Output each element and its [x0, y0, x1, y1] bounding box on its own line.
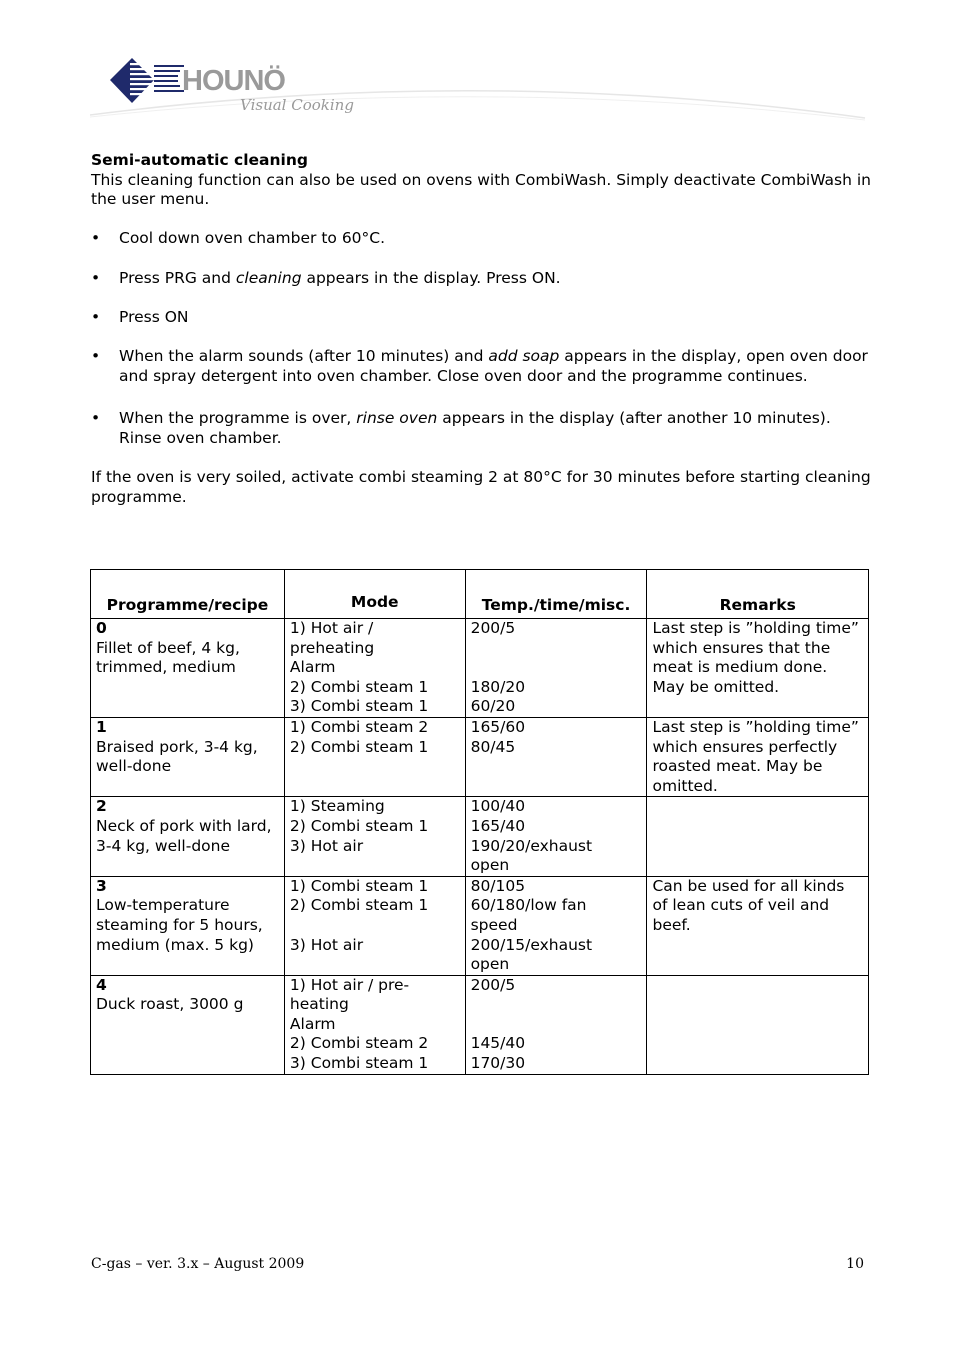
mode-line: 2) Combi steam 1	[289, 816, 429, 835]
recipe-cell	[91, 975, 285, 1074]
recipe-name: Fillet of beef, 4 kg, trimmed, medium	[96, 638, 240, 677]
mode-line: Alarm	[289, 658, 336, 677]
programme-number: 3	[96, 876, 107, 895]
temp-line: 180/20	[470, 677, 526, 696]
temp-line: 80/45	[470, 737, 516, 756]
mode-cell	[284, 619, 465, 718]
table-row	[91, 975, 869, 1074]
programme-number: 1	[96, 717, 107, 736]
mode-line: 1) Combi steam 1	[289, 876, 429, 895]
header-remarks: Remarks	[647, 570, 869, 619]
logo-brand: HOUNÖ	[182, 65, 285, 97]
diamond-icon	[110, 58, 184, 103]
temp-line	[471, 1015, 642, 1035]
temp-line: 165/60	[470, 717, 526, 736]
logo-graphic	[90, 55, 870, 125]
mode-line: 1) Hot air /	[289, 619, 374, 637]
temp-line: speed	[470, 915, 518, 934]
temp-line: 165/40	[470, 816, 526, 835]
mode-cell	[284, 975, 465, 1074]
hounoe-logo	[90, 55, 870, 125]
temp-cell	[465, 797, 647, 876]
recipe-cell	[91, 876, 285, 975]
mode-line: 2) Combi steam 1	[289, 677, 429, 696]
header-programme: Programme/recipe	[91, 570, 285, 619]
mode-line	[290, 916, 460, 936]
mode-line: preheating	[289, 638, 375, 657]
mode-line: heating	[289, 995, 349, 1014]
table-row	[91, 619, 869, 718]
temp-line: 80/105	[470, 876, 526, 895]
temp-line: 100/40	[470, 797, 526, 816]
mode-line: 1) Hot air / pre-	[289, 975, 410, 994]
mode-line: 1) Steaming	[289, 797, 385, 816]
page-number: 10	[846, 1256, 864, 1272]
list-item: • Press PRG and cleaning appears in the display. Press ON.	[91, 269, 871, 289]
temp-line: 60/20	[470, 697, 516, 716]
temp-cell	[465, 717, 647, 796]
temp-line: 170/30	[470, 1054, 526, 1073]
programme-number: 0	[96, 619, 107, 637]
mode-cell	[284, 797, 465, 876]
mode-line: 3) Combi steam 1	[289, 1054, 429, 1073]
list-item: • Press ON	[91, 308, 871, 328]
table-header-row	[91, 570, 869, 619]
recipe-name: Braised pork, 3-4 kg, well-done	[96, 737, 258, 776]
mode-line: 3) Hot air	[289, 935, 364, 954]
recipe-cell	[91, 619, 285, 718]
temp-line: 145/40	[470, 1034, 526, 1053]
recipe-name: Neck of pork with lard, 3-4 kg, well-done	[96, 816, 272, 855]
footer-version: C-gas – ver. 3.x – August 2009	[91, 1256, 305, 1272]
temp-line	[471, 995, 642, 1015]
table-row	[91, 876, 869, 975]
soiled-note: If the oven is very soiled, activate combi steaming 2 at 80°C for 30 minutes before starting cleaning programme.	[91, 467, 871, 506]
logo-tagline: Visual Cooking	[240, 96, 354, 114]
temp-line: 200/5	[470, 619, 516, 637]
temp-cell	[465, 619, 647, 718]
list-item: • When the alarm sounds (after 10 minutes) and add soap appears in the display, open oven door and spray detergent into oven chamber. Close oven door and the programme continues.	[91, 347, 871, 386]
temp-cell	[465, 876, 647, 975]
recipe-cell	[91, 797, 285, 876]
mode-cell	[284, 717, 465, 796]
remarks-cell: Last step is ”holding time” which ensures that the meat is medium done. May be omitted.	[647, 619, 869, 718]
mode-line: 3) Combi steam 1	[289, 697, 429, 716]
recipe-name: Duck roast, 3000 g	[96, 995, 244, 1014]
remarks-cell	[647, 975, 869, 1074]
recipe-name: Low-temperature steaming for 5 hours, medium (max. 5 kg)	[96, 896, 263, 954]
temp-line: 60/180/low fan	[470, 896, 587, 915]
temp-line	[471, 639, 642, 659]
temp-cell	[465, 975, 647, 1074]
remarks-cell: Can be used for all kinds of lean cuts of veil and beef.	[647, 876, 869, 975]
programme-number: 2	[96, 797, 107, 816]
remarks-cell	[647, 797, 869, 876]
temp-line: open	[470, 856, 510, 875]
cleaning-section	[91, 151, 871, 507]
table-row	[91, 717, 869, 796]
programme-number: 4	[96, 975, 107, 994]
recipe-cell	[91, 717, 285, 796]
mode-line: 2) Combi steam 1	[289, 896, 429, 915]
header-mode: Mode	[284, 570, 465, 619]
temp-line	[471, 658, 642, 678]
list-item: • Cool down oven chamber to 60°C.	[91, 229, 871, 249]
mode-line: 1) Combi steam 2	[289, 717, 429, 736]
mode-line: 2) Combi steam 2	[289, 1034, 429, 1053]
remarks-cell: Last step is ”holding time” which ensures perfectly roasted meat. May be omitted.	[647, 717, 869, 796]
section-intro: This cleaning function can also be used on ovens with CombiWash. Simply deactivate CombiWash in the user menu.	[91, 170, 872, 209]
header-temp: Temp./time/misc.	[465, 570, 647, 619]
mode-line: Alarm	[289, 1014, 336, 1033]
instruction-list	[91, 229, 871, 468]
temp-line: 200/5	[470, 975, 516, 994]
section-title: Semi-automatic cleaning	[91, 151, 308, 169]
mode-line: 3) Hot air	[289, 836, 364, 855]
programme-table	[90, 569, 869, 1075]
mode-line: 2) Combi steam 1	[289, 737, 429, 756]
list-item: • When the programme is over, rinse oven appears in the display (after another 10 minutes). Rinse oven chamber.	[91, 409, 871, 448]
temp-line: open	[470, 955, 510, 974]
temp-line: 200/15/exhaust	[470, 935, 593, 954]
table-row	[91, 797, 869, 876]
temp-line: 190/20/exhaust	[470, 836, 593, 855]
mode-cell	[284, 876, 465, 975]
